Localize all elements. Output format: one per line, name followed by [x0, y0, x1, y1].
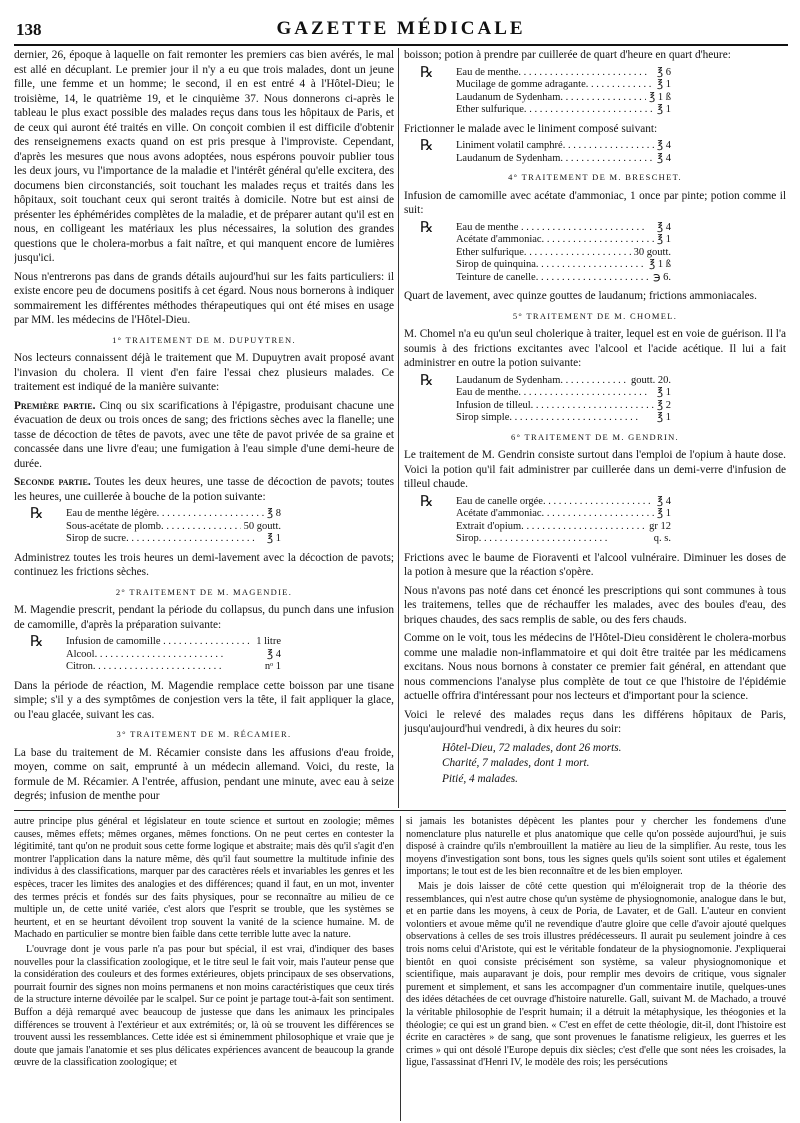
- paragraph: Voici le relevé des malades reçus dans les différens hôpitaux de Paris, jusqu'aujourd'hui vendredi, à dix heures du soir:: [404, 708, 786, 735]
- prescription-line: [456, 140, 671, 153]
- ingredient: Laudanum de Sydenham. . . .: [456, 375, 628, 388]
- prescription-line: [456, 153, 671, 166]
- dose: ℥ 4: [267, 648, 281, 660]
- ingredient: Sirop simple. . . .: [456, 412, 654, 425]
- section-heading: 3° TRAITEMENT DE M. RÉCAMIER.: [116, 729, 292, 739]
- prescription: [404, 140, 786, 165]
- ingredient: Eau de menthe. . . .: [456, 67, 654, 80]
- dose: gr 12: [649, 520, 671, 532]
- ingredient: Alcool. . . .: [66, 649, 264, 662]
- part-text: Cinq ou six scarifications à l'épigastre, produisant chacune une évacuation de deux ou trois onces de sang; des frictions sèches avec la flanelle; une tasse de décoction de têtes de pavots, avec une tête de pavot privée de sa graine et concassée dans une livre d'eau; une fumigation à l'eau simple d'une demi-heure de durée.: [14, 399, 394, 470]
- dose: ℥ 1: [657, 234, 671, 245]
- right-column: [404, 48, 786, 808]
- prescription-line: [456, 387, 671, 400]
- part-label: Première partie.: [14, 399, 96, 412]
- column-divider: [400, 816, 401, 1121]
- prescription: [404, 64, 786, 117]
- hospital-tally: Hôtel-Dieu, 72 malades, dont 26 morts.: [442, 741, 622, 754]
- part-text: Toutes les deux heures, une tasse de décoction de pavots; toutes les heures, une cuillerée à bouche de la potion suivante:: [14, 476, 394, 503]
- prescription-line: [456, 222, 671, 235]
- masthead-title: GAZETTE MÉDICALE: [276, 18, 526, 39]
- paragraph: M. Magendie prescrit, pendant la période du collapsus, du punch dans une infusion de camomille, d'après la préparation suivante:: [14, 604, 394, 631]
- prescription-line: [456, 412, 671, 425]
- paragraph: Infusion de camomille avec acétate d'ammoniac, 1 once par pinte; potion comme il suit:: [404, 189, 786, 216]
- paragraph: Quart de lavement, avec quinze gouttes de laudanum; frictions ammoniacales.: [404, 290, 757, 302]
- feuilleton: [14, 816, 786, 1123]
- paragraph: Frictions avec le baume de Fioraventi et l'alcool vulnéraire. Diminuer les doses de la potion à mesure que la réaction s'opère.: [404, 551, 786, 578]
- ingredient: Teinture de canelle. . . .: [456, 272, 650, 285]
- prescription-line: [456, 67, 671, 80]
- left-column: [14, 48, 394, 808]
- recipe-symbol-icon: ℞: [420, 493, 434, 510]
- recipe-symbol-icon: ℞: [30, 506, 44, 522]
- dose: ℥ 1 ß: [649, 91, 671, 103]
- prescription-line: [66, 661, 281, 674]
- dose: ℥ 1: [657, 508, 671, 519]
- dose: ℥ 1: [657, 79, 671, 90]
- ingredient: Infusion de tilleul. . . .: [456, 400, 654, 413]
- dose: ℥ 4: [657, 152, 671, 164]
- dose: nᵒ 1: [264, 661, 281, 672]
- section-heading: 5° TRAITEMENT DE M. CHOMEL.: [512, 310, 678, 321]
- dose: ℥ 4: [657, 140, 671, 151]
- paragraph: boisson; potion à prendre par cuillerée de quart d'heure en quart d'heure:: [404, 49, 731, 61]
- ingredient: Sirop de quinquina. . . .: [456, 259, 646, 272]
- dose: ℥ 2: [657, 399, 671, 411]
- ingredient: Liniment volatil camphré. . . .: [456, 140, 654, 153]
- prescription-line: [456, 272, 671, 285]
- ingredient: Laudanum de Sydenham. . . .: [456, 153, 654, 166]
- dose: ℥ 8: [267, 508, 281, 519]
- ingredient: Extrait d'opium. . . .: [456, 521, 646, 534]
- prescription-line: [66, 508, 281, 521]
- feuilleton-left-column: [14, 816, 394, 1121]
- paragraph: autre principe plus général et législateur en toute science et surtout en zoologie; mêmes causes, mêmes effets; mêmes organes, mêmes fonctions. On ne peut certes en contester la légitimité, tant qu'on ne produit sous cette forme logique et abstraite; mais dès qu'il s'agit d'en montrer l'application dans la nature même, dès qu'il faut soumettre la multitude infinie des individus à des classifications, marquer par des caractères réels et invariables les genres et les espèces, tracer les limites des analogies et des différences; quand il faut, en un mot, inventer des termes précis et fondés sur des faits physiques, pour se reconnaître au milieu de ce multiple un, de cette unité variée, c'est alors que l'esprit se trouble, que les systèmes se heurtent, et en se heurtant dévoilent trop souvent la vanité de la science humaine. M. de Machado en particulier se montre bien faible dans cette terrible lutte avec la nature.: [14, 816, 394, 941]
- dose: 50 goutt.: [243, 520, 281, 532]
- prescription-line: [456, 521, 671, 534]
- dose: q. s.: [653, 533, 671, 544]
- ingredient: Acétate d'ammoniac. . . .: [456, 508, 654, 521]
- dose: 1 litre: [256, 636, 281, 647]
- prescription-line: [456, 508, 671, 521]
- prescription-line: [456, 247, 671, 260]
- ingredient: Laudanum de Sydenham. . . .: [456, 92, 646, 105]
- prescription: [404, 372, 786, 425]
- recipe-symbol-icon: ℞: [420, 64, 434, 81]
- ingredient: Éther sulfurique. . . .: [456, 247, 631, 260]
- paragraph: Frictionner le malade avec le liniment composé suivant:: [404, 122, 658, 135]
- prescription-line: [456, 496, 671, 509]
- ingredient: Eau de menthe. . . .: [456, 387, 654, 400]
- feuilleton-divider: [14, 810, 786, 811]
- recipe-symbol-icon: ℞: [420, 219, 434, 236]
- recipe-symbol-icon: ℞: [30, 634, 44, 650]
- prescription-line: [66, 649, 281, 662]
- paragraph: Le traitement de M. Gendrin consiste surtout dans l'emploi de l'opium à haute dose. Voici la potion qu'il fait administrer par cuillerée dans un demi-verre d'infusion de tilleul chaude.: [404, 449, 786, 490]
- ingredient: Sous-acétate de plomb. . . .: [66, 521, 241, 534]
- dose: ℥ 6: [657, 66, 671, 78]
- dose: ℈ 6.: [653, 271, 671, 283]
- paragraph: [14, 475, 394, 504]
- prescription-line: [456, 400, 671, 413]
- part-label: Seconde partie.: [14, 476, 91, 488]
- hospital-tally: Pitié, 4 malades.: [442, 772, 518, 785]
- section-heading: 6° TRAITEMENT DE M. GENDRIN.: [511, 431, 679, 442]
- section-heading: 4° TRAITEMENT DE M. BRESCHET.: [508, 172, 682, 182]
- ingredient: Citron. . . .: [66, 661, 262, 674]
- hospital-tally: Charité, 7 malades, dont 1 mort.: [442, 757, 590, 769]
- column-divider: [398, 48, 399, 808]
- prescription-line: [456, 92, 671, 105]
- dose: ℥ 1 ß: [649, 259, 671, 270]
- page-header: [14, 14, 788, 46]
- prescription-line: [456, 259, 671, 272]
- paragraph: Administrez toutes les trois heures un demi-lavement avec la décoction de pavots; continuez les frictions sèches.: [14, 551, 394, 578]
- dose: 30 goutt.: [633, 246, 671, 258]
- prescription-line: [456, 104, 671, 117]
- paragraph: Dans la période de réaction, M. Magendie remplace cette boisson par une tisane simple; s'il y a des symptômes de conjestion vers la tête, il fait appliquer la glace, ou l'eau glacée, suivant les cas.: [14, 679, 394, 721]
- ingredient: Acétate d'ammoniac. . . .: [456, 234, 654, 247]
- feuilleton-right-column: [406, 816, 786, 1121]
- paragraph: Nous n'avons pas noté dans cet énoncé les prescriptions qui sont communes à tous les traitemens, telles que de réchauffer les malades, avec des boules d'eau, des briques chaudes, des sacs remplis de sable, ou des fers chauds.: [404, 584, 786, 626]
- dose: ℥ 1: [657, 104, 671, 115]
- paragraph: Nous n'entrerons pas dans de grands détails aujourd'hui sur les faits particuliers: il existe encore peu de documens positifs à cet égard. Nous nous bornerons à indiquer sommairement les différentes méthodes thérapeutiques qui ont été mises en usage par MM. les médecins de l'Hôtel-Dieu.: [14, 270, 394, 326]
- section-heading: 2° TRAITEMENT DE M. MAGENDIE.: [115, 586, 293, 597]
- ingredient: Éther sulfurique. . . .: [456, 104, 654, 117]
- recipe-symbol-icon: ℞: [420, 138, 434, 154]
- prescription: [404, 493, 786, 546]
- dose: ℥ 1: [657, 387, 671, 398]
- ingredient: Infusion de camomille . . .: [66, 636, 253, 649]
- paragraph: Mais je dois laisser de côté cette question qui m'éloignerait trop de la théorie des ressemblances, qui n'est autre chose qu'un système de physiognomonie, analogue dans le but, et en partie dans les moyens, à ceux de Poria, de Lavater, et de Gall. L'auteur en convient volontiers et avoue même qu'il ne revendique d'autre gloire que celle d'avoir ajouté quelques observations à celles de ses trois illustres prédécesseurs. Il aurait pu seulement joindre à ces trois noms celui d'Aristote, qui est le véritable fondateur de la physiognomonie. J'expliquerai bientôt en quoi consiste précisément son système, sa valeur physiognomonique et scientifique, mais auparavant je dois, pour remplir mes devoirs de critique, vous signaler purement et simplement, et sans les accompagner d'un commentaire inutile, quelques-unes des idées détachées de cet ouvrage d'histoire naturelle. Gall, suivant M. de Machado, a trouvé la véritable philosophie de l'esprit humain; il a détruit la métaphysique, les théogonies et la théologie; ce qui est un grand bien. « C'est en effet de cette théologie, dit-il, dont l'histoire est écrite en caractères » de sang, que sont provenues le fanatisme religieux, les guerres et les crimes » qui ont désolé l'Europe depuis dix siècles; c'est d'elle que sont nées les croisades, la ligue, l'assassinat d'Henri IV, le modèle des rois; les persécutions: [406, 880, 786, 1069]
- paragraph: si jamais les botanistes dépècent les plantes pour y chercher les fondemens d'une nomenclature plus naturelle et plus anatomique que celle qu'on possède aujourd'hui, je suis disposé à craindre qu'ils n'embrouillent la matière au lieu de la simplifier. Au reste, tous les moyens d'investigation sont bons, tous les signes quels qu'ils soient sont utiles et également importans; le tout est de les bien reconnaître et de les bien employer.: [406, 816, 786, 878]
- prescription-line: [456, 234, 671, 247]
- section-heading: 1° TRAITEMENT DE M. DUPUYTREN.: [112, 334, 296, 345]
- paragraph: Comme on le voit, tous les médecins de l'Hôtel-Dieu considèrent le cholera-morbus comme une maladie non-inflammatoire et qui doit être traitée par les médicamens excitans. Nous nous bornons à constater ce premier fait général, en attendant que nous commencions l'analyse plus complète de tout ce que l'histoire de l'épidémie actuelle offrira d'intéressant pour nos lecteurs et d'important pour la science.: [404, 632, 786, 702]
- prescription: [404, 219, 786, 285]
- prescription-line: [66, 521, 281, 534]
- dose: goutt. 20.: [631, 374, 671, 386]
- paragraph: La base du traitement de M. Récamier consiste dans les affusions d'eau froide, moyen, comme on sait, emprunté à un médecin allemand. Voici, du reste, la formule de M. Récamier. A l'entrée, affusion, pendant une minute, avec eau à seize degrés; infusion de menthe pour: [14, 746, 394, 802]
- paragraph: L'ouvrage dont je vous parle n'a pas pour but spécial, il est vrai, d'indiquer des bases nouvelles pour la classification zoologique, et le titre seul le fait voir, mais l'auteur pense que la considération des couleurs et des formes extérieures, objets principaux de ses observations, pourrait fournir des signes non moins permanens et non moins caractéristiques que ceux tirés de la structure interne dévoilée par le scalpel. Sur ce point je partage tout-à-fait son sentiment. Buffon a déjà remarqué avec beaucoup de justesse que dans les animaux les principales différences se trouvent à l'extérieur et aux extrémités; or, là où se trouvent les différences se trouvent aussi les ressemblances. Cette idée est si éminemment philosophique et vraie que je doute que jamais l'anatomie et ses plus délicates expériences avancent de beaucoup la grande œuvre de la classification zoologique; et: [14, 943, 394, 1069]
- prescription-line: [66, 636, 281, 649]
- paragraph: dernier, 26, époque à laquelle on fait remonter les premiers cas bien avérés, le mal est allé en décuplant. Le premier jour il n'y a eu que trois malades, dont un jeune fille, une femme et un homme; le second, il en est entré 4 à l'Hôtel-Dieu; le troisième, 14, le quatrième 19, et le cinquième 37. Nous donnerons ci-après le tableau le plus exact possible des malades reçus dans tous les hôpitaux de Paris, et de ceux qui auront été traités en ville. On conçoit combien il est difficile d'obtenir des renseignemens exacts quand on est pris presque à l'improviste. Cependant, d'après les mesures que nous avons adoptées, nous espérons pouvoir publier tous les deux jours, vu l'importance de la maladie et l'intérêt général qu'elle excitera, des documens bien circonstanciés, soit touchant les malades reçus et traités dans les hôpitaux, soit touchant ceux qui seront traités à domicile. Notre but est ainsi de présenter les éphémérides complètes de la maladie, et de préparer autant qu'il est en nous, en colligeant les matériaux les plus nécessaires, la solution des grandes questions que le cholera-morbus a fait naître, et qui manquent encore de lumières jusqu'ici.: [14, 49, 394, 264]
- dose: ℥ 4: [657, 495, 671, 507]
- prescription-line: [456, 375, 671, 388]
- paragraph: [14, 399, 394, 472]
- paragraph: Nos lecteurs connaissent déjà le traitement que M. Dupuytren avait proposé avant l'invasion du cholera. Il vient d'en faire l'essai chez plusieurs malades. Ce traitement est indiqué de la manière suivante:: [14, 352, 394, 393]
- ingredient: Eau de menthe légère. . . .: [66, 508, 264, 521]
- page-number: 138: [16, 20, 42, 39]
- paragraph: M. Chomel n'a eu qu'un seul cholerique à traiter, lequel est en voie de guérison. Il l'a soumis à des frictions excitantes avec l'alcool et l'acide acétique. Il lui a fait administrer en outre la potion suivante:: [404, 328, 786, 369]
- ingredient: Sirop. . . .: [456, 533, 651, 546]
- prescription: [14, 636, 394, 674]
- ingredient: Mucilage de gomme adragante. . . .: [456, 79, 654, 92]
- recipe-symbol-icon: ℞: [420, 372, 434, 389]
- prescription-line: [456, 533, 671, 546]
- prescription-line: [66, 533, 281, 546]
- ingredient: Eau de canelle orgée. . . .: [456, 496, 654, 509]
- prescription-line: [456, 79, 671, 92]
- main-article: [14, 48, 786, 806]
- dose: ℥ 1: [267, 533, 281, 544]
- dose: ℥ 1: [657, 412, 671, 423]
- ingredient: Eau de menthe . . .: [456, 222, 654, 235]
- ingredient: Sirop de sucre. . . .: [66, 533, 264, 546]
- dose: ℥ 4: [657, 221, 671, 233]
- prescription: [14, 508, 394, 546]
